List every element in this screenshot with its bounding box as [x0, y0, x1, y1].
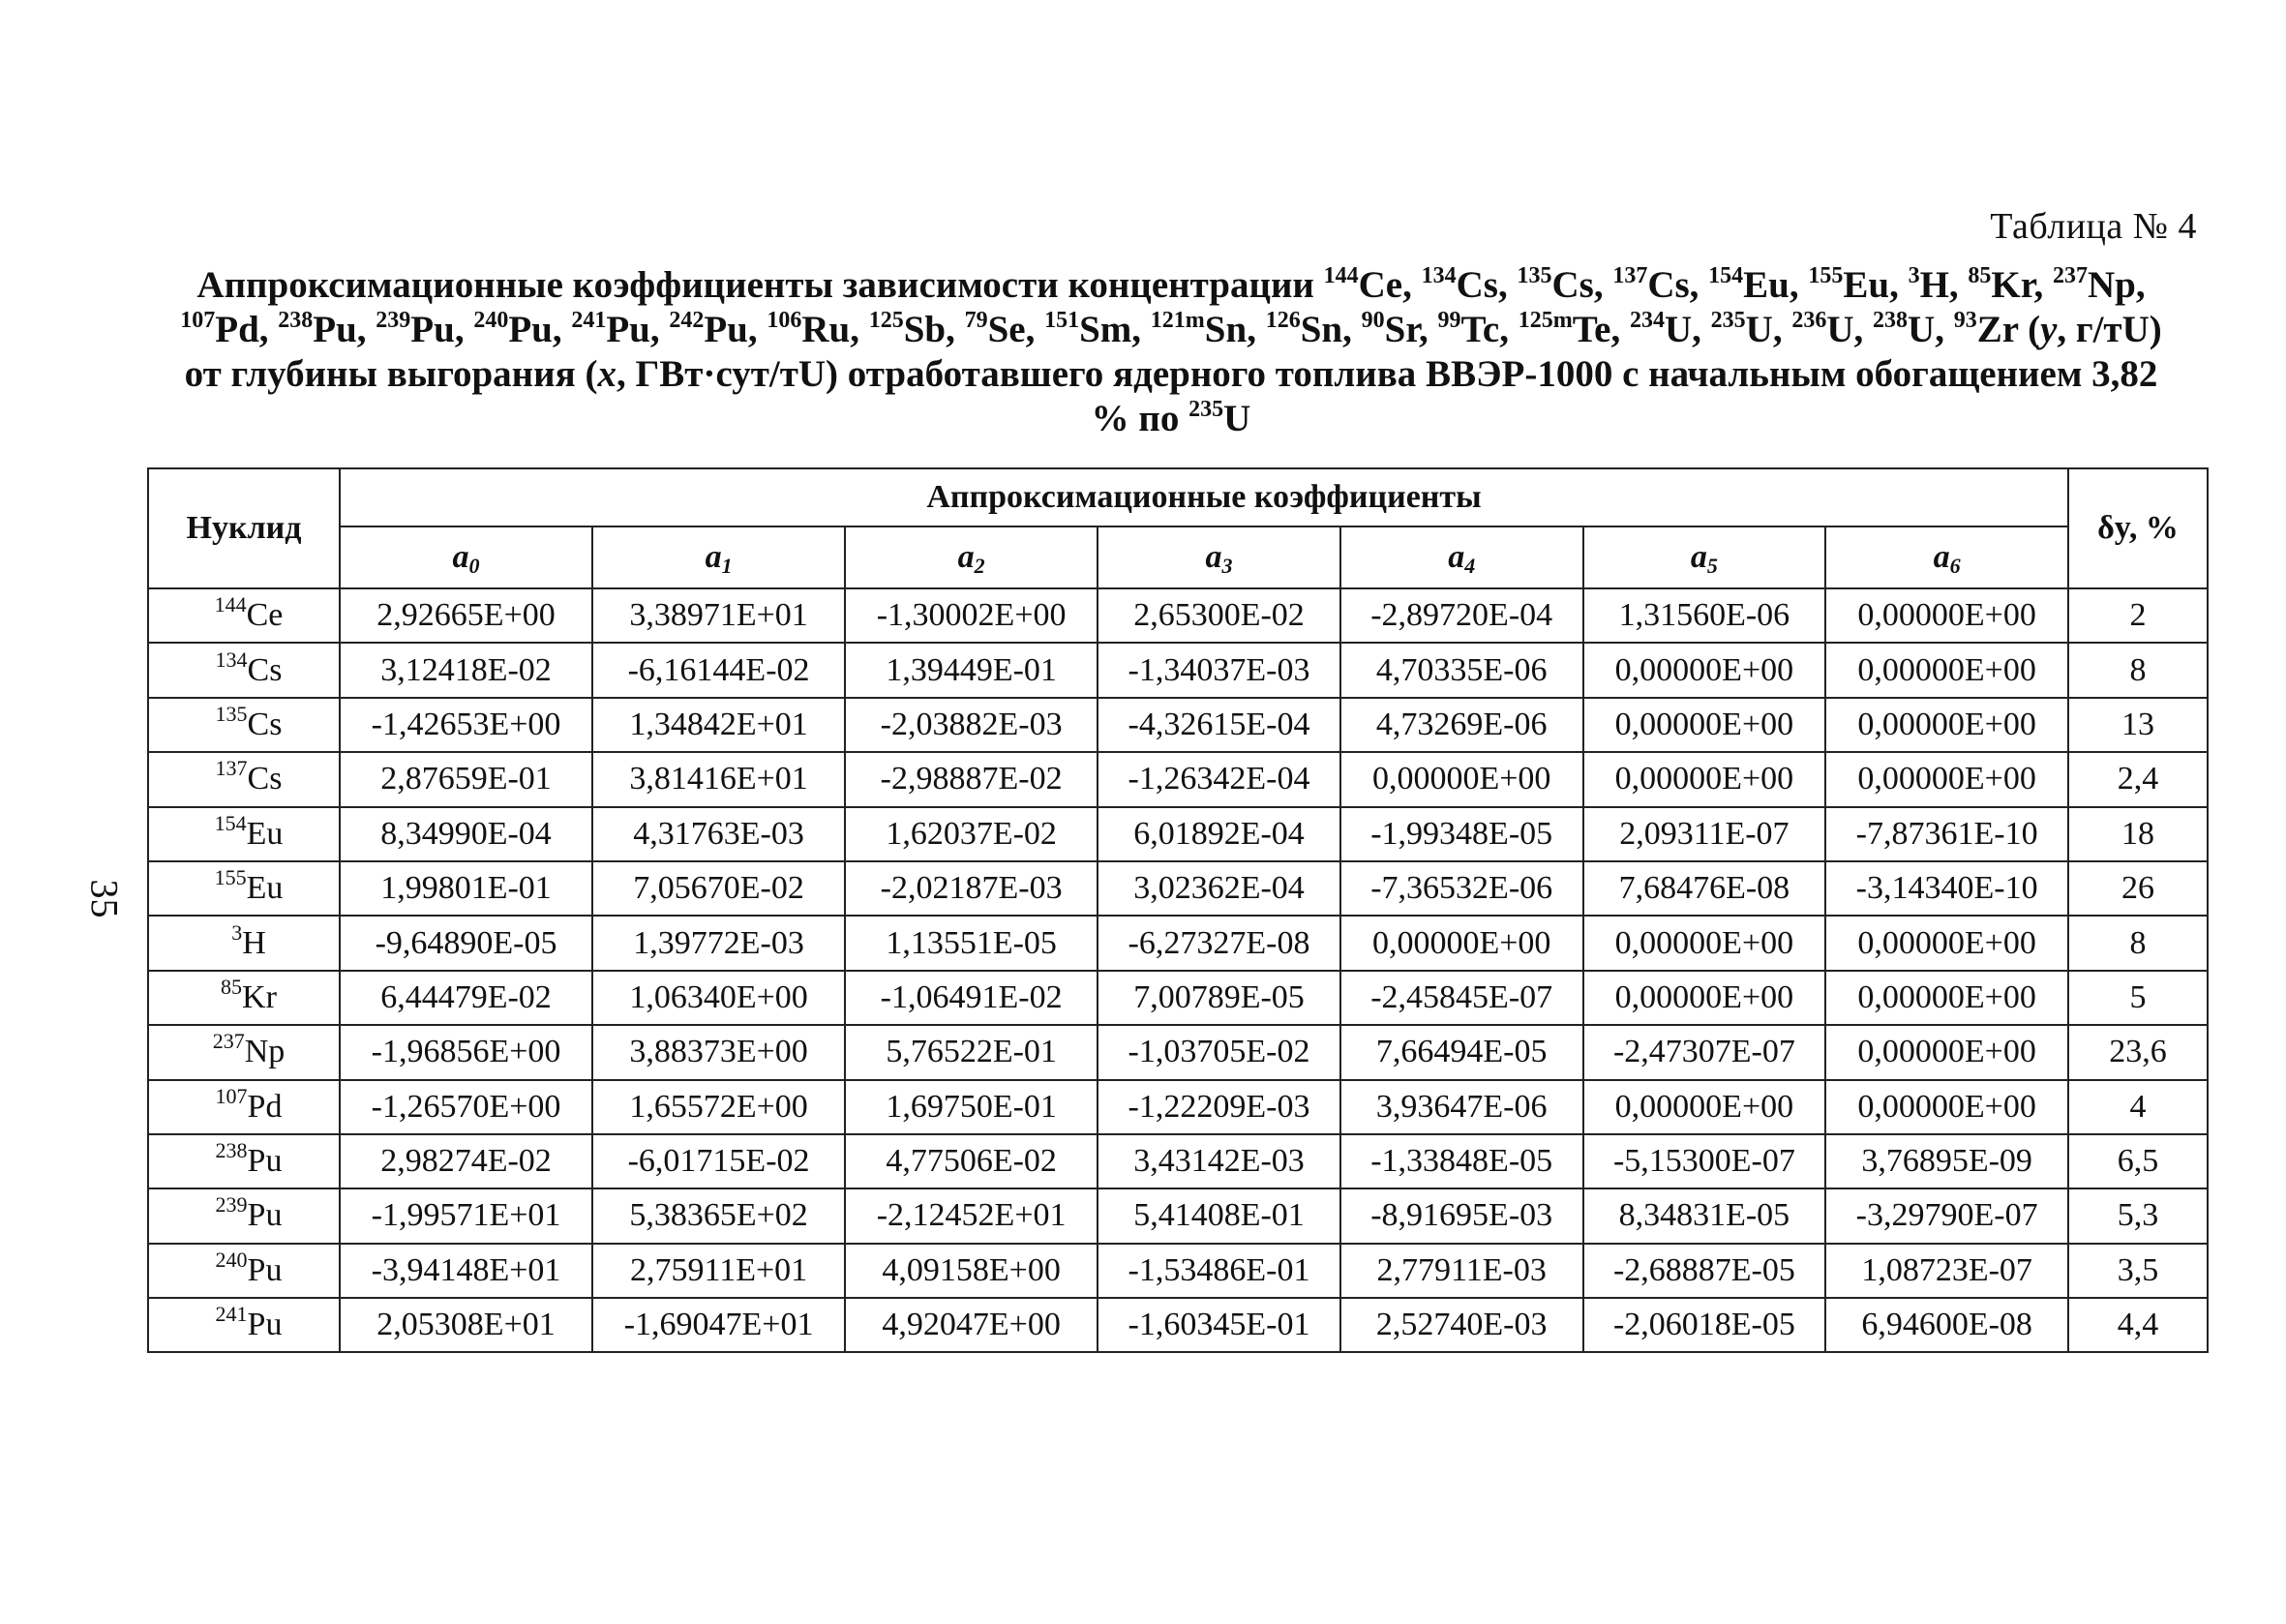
coefficient-a3-cell: 3,02362E-04 [1098, 861, 1340, 916]
coefficient-a2-cell: -2,03882E-03 [845, 698, 1098, 752]
coefficient-a6-cell: 0,00000E+00 [1825, 752, 2068, 806]
coefficient-a5-cell: -2,68887E-05 [1583, 1244, 1826, 1298]
coefficient-a4-cell: -1,99348E-05 [1340, 807, 1583, 861]
caption-nuclide-mass: 3 [1908, 263, 1920, 288]
coefficient-a2-cell: 1,69750E-01 [845, 1080, 1098, 1134]
coefficient-a0-cell: 8,34990E-04 [340, 807, 592, 861]
coefficient-a6-cell: 0,00000E+00 [1825, 643, 2068, 697]
caption-nuclide [1266, 309, 1342, 350]
caption-nuclide-element: Ce [1358, 264, 1403, 306]
caption-nuclide-mass: 126 [1265, 308, 1301, 333]
coefficient-a0-cell: -1,42653E+00 [340, 698, 592, 752]
coefficient-a4-cell: 0,00000E+00 [1340, 752, 1583, 806]
error-cell: 3,5 [2068, 1244, 2208, 1298]
caption-y-open: ( [2018, 309, 2041, 350]
nuclide-cell [148, 752, 340, 806]
caption-end-mass: 235 [1188, 397, 1224, 422]
table-row [148, 1188, 2208, 1243]
error-cell: 4 [2068, 1080, 2208, 1134]
table-row [148, 643, 2208, 697]
coefficient-a4-cell: -7,36532E-06 [1340, 861, 1583, 916]
caption-nuclide [1909, 264, 1949, 306]
caption-nuclide-mass: 154 [1708, 263, 1744, 288]
coefficient-header-a0 [340, 526, 592, 588]
coefficient-a3-cell: -1,53486E-01 [1098, 1244, 1340, 1298]
coefficient-a5-cell: 0,00000E+00 [1583, 752, 1826, 806]
coefficient-a5-cell: 8,34831E-05 [1583, 1188, 1826, 1243]
caption-nuclide-mass: 121m [1150, 308, 1205, 333]
coefficient-a0-cell: 2,98274E-02 [340, 1134, 592, 1188]
error-cell: 6,5 [2068, 1134, 2208, 1188]
coefficient-a1-cell: 1,39772E-03 [592, 916, 845, 970]
caption-nuclide-element: Pu [410, 309, 455, 350]
caption-nuclide [1612, 264, 1689, 306]
coefficient-a5-cell: -5,15300E-07 [1583, 1134, 1826, 1188]
nuclide-mass-number: 239 [215, 1192, 248, 1218]
caption-nuclide-element: Cs [1647, 264, 1690, 306]
caption-nuclide [767, 309, 850, 350]
caption-nuclide-mass: 239 [376, 308, 411, 333]
caption-nuclide-mass: 241 [571, 308, 607, 333]
coefficient-a6-cell: -3,14340E-10 [1825, 861, 2068, 916]
coefficient-a1-cell: 5,38365E+02 [592, 1188, 845, 1243]
caption-nuclide-element: U [1745, 309, 1773, 350]
nuclide-element: Eu [246, 815, 284, 852]
caption-end-element: U [1223, 398, 1251, 439]
coefficient-a4-cell: 7,66494E-05 [1340, 1025, 1583, 1079]
coefficient-a6-cell: 1,08723E-07 [1825, 1244, 2068, 1298]
coefficient-a3-cell: 3,43142E-03 [1098, 1134, 1340, 1188]
nuclide-element: Kr [242, 978, 277, 1015]
error-cell: 18 [2068, 807, 2208, 861]
caption-nuclide [1808, 264, 1889, 306]
caption-nuclide-element: Te [1572, 309, 1611, 350]
caption-nuclide-element: Np [2087, 264, 2136, 306]
coefficients-group-header: Аппроксимационные коэффициенты [340, 468, 2068, 526]
nuclide-cell [148, 1134, 340, 1188]
caption-nuclide [869, 309, 946, 350]
coefficient-a3-cell: 5,41408E-01 [1098, 1188, 1340, 1243]
coefficient-a4-cell: -8,91695E-03 [1340, 1188, 1583, 1243]
coefficient-a4-cell: -1,33848E-05 [1340, 1134, 1583, 1188]
caption-nuclide-element: Pu [508, 309, 553, 350]
caption-nuclide [2053, 264, 2136, 306]
coefficient-a4-cell: 2,77911E-03 [1340, 1244, 1583, 1298]
caption-nuclide-element: Pu [704, 309, 748, 350]
coefficient-a6-cell: 0,00000E+00 [1825, 916, 2068, 970]
coefficient-a5-cell: 0,00000E+00 [1583, 1080, 1826, 1134]
nuclide-element: Pu [247, 1307, 283, 1343]
coefficients-table [147, 467, 2209, 1353]
caption-nuclide-mass: 85 [1968, 263, 1992, 288]
caption-nuclide [1517, 264, 1593, 306]
caption-nuclide-element: Ru [801, 309, 851, 350]
coefficient-a5-cell: 0,00000E+00 [1583, 916, 1826, 970]
coefficient-a2-cell: -1,30002E+00 [845, 588, 1098, 643]
coefficient-a6-cell: 0,00000E+00 [1825, 1080, 2068, 1134]
nuclide-column-header: Нуклид [148, 468, 340, 588]
table-row [148, 1244, 2208, 1298]
coefficient-a0-cell: -1,99571E+01 [340, 1188, 592, 1243]
caption-nuclide-mass: 234 [1630, 308, 1665, 333]
coefficient-a4-cell: 0,00000E+00 [1340, 916, 1583, 970]
coefficient-index: 5 [1706, 554, 1718, 578]
coefficient-a3-cell: -1,60345E-01 [1098, 1298, 1340, 1352]
caption-nuclide-element: Cs [1456, 264, 1498, 306]
caption-nuclide-mass: 238 [278, 308, 314, 333]
table-row [148, 1134, 2208, 1188]
coefficient-symbol: a [1933, 539, 1950, 575]
caption-nuclide-mass: 79 [964, 308, 988, 333]
nuclide-cell [148, 1244, 340, 1298]
caption-nuclide [1630, 309, 1692, 350]
coefficient-a2-cell: 5,76522E-01 [845, 1025, 1098, 1079]
caption-nuclide-element: Cs [1551, 264, 1594, 306]
caption-nuclide-mass: 137 [1612, 263, 1648, 288]
coefficient-a5-cell: -2,47307E-07 [1583, 1025, 1826, 1079]
coefficient-a1-cell: 2,75911E+01 [592, 1244, 845, 1298]
coefficient-a0-cell: -9,64890E-05 [340, 916, 592, 970]
caption-nuclide-element: Pu [606, 309, 650, 350]
nuclide-cell [148, 1025, 340, 1079]
error-cell: 8 [2068, 643, 2208, 697]
coefficient-symbol: a [1448, 539, 1465, 575]
nuclide-cell [148, 861, 340, 916]
coefficient-a1-cell: 1,06340E+00 [592, 971, 845, 1025]
coefficient-symbol: a [452, 539, 469, 575]
caption-nuclide-element: Zr [1976, 309, 2019, 350]
coefficient-a2-cell: 1,62037E-02 [845, 807, 1098, 861]
coefficient-header-a6 [1825, 526, 2068, 588]
coefficient-a0-cell: 1,99801E-01 [340, 861, 592, 916]
coefficient-a0-cell: 3,12418E-02 [340, 643, 592, 697]
nuclide-mass-number: 241 [215, 1302, 248, 1327]
nuclide-mass-number: 240 [215, 1247, 248, 1272]
nuclide-cell [148, 643, 340, 697]
error-cell: 4,4 [2068, 1298, 2208, 1352]
coefficient-a4-cell: 4,73269E-06 [1340, 698, 1583, 752]
caption-nuclide-list: $^{144}$Ce, $^{134}$Cs, $^{135}$Cs, $^{137}$Cs, $^{154}$Eu, $^{155}$Eu, $^3$H, $^{85}$Kr, $^{237}$Np, $^{107}$Pd, $^{238}$Pu, $^{239}$Pu, $^{240}$Pu, $^{241}$Pu, $^{242}$Pu, $^{106}$Ru, $^{125}$Sb, $^{79}$Se, $^{151}$Sm, $^{121m}$Sn, $^{126}$Sn, $^{90}$Sr, $^{99}$Tc, $^{125m}$Te, $^{234}$U, $^{235}$U, $^{236}$U, $^{238}$U, $^{93}$Zr [180, 263, 2146, 350]
table-number-label: Таблица № 4 [1990, 206, 2197, 247]
caption-nuclide-mass: 107 [180, 308, 216, 333]
caption-nuclide [1151, 309, 1247, 350]
coefficient-header-a4 [1340, 526, 1583, 588]
caption-y-var: y [2040, 309, 2058, 350]
coefficient-a0-cell: 6,44479E-02 [340, 971, 592, 1025]
coefficient-a1-cell: 7,05670E-02 [592, 861, 845, 916]
caption-nuclide-mass: 235 [1710, 308, 1746, 333]
coefficient-a1-cell: -1,69047E+01 [592, 1298, 845, 1352]
coefficient-a1-cell: 4,31763E-03 [592, 807, 845, 861]
coefficient-a0-cell: 2,92665E+00 [340, 588, 592, 643]
table-caption [174, 263, 2168, 441]
caption-nuclide [1324, 264, 1402, 306]
nuclide-element: Cs [247, 706, 283, 742]
caption-nuclide [1422, 264, 1498, 306]
table-row [148, 916, 2208, 970]
coefficient-a1-cell: 3,38971E+01 [592, 588, 845, 643]
nuclide-element: Pd [247, 1088, 283, 1125]
caption-nuclide [278, 309, 357, 350]
coefficient-a2-cell: -2,12452E+01 [845, 1188, 1098, 1243]
caption-nuclide-element: U [1665, 309, 1693, 350]
nuclide-cell [148, 1298, 340, 1352]
caption-nuclide-mass: 99 [1437, 308, 1461, 333]
table-row [148, 588, 2208, 643]
caption-nuclide-element: U [1826, 309, 1854, 350]
table-row [148, 807, 2208, 861]
coefficient-a4-cell: -2,89720E-04 [1340, 588, 1583, 643]
caption-nuclide-element: Eu [1743, 264, 1790, 306]
table-row [148, 1298, 2208, 1352]
table-row [148, 1025, 2208, 1079]
table-row [148, 1080, 2208, 1134]
caption-x-var: x [597, 353, 617, 395]
coefficient-a2-cell: 4,77506E-02 [845, 1134, 1098, 1188]
caption-nuclide-element: Sr [1384, 309, 1419, 350]
coefficient-a2-cell: 1,13551E-05 [845, 916, 1098, 970]
coefficient-index: 0 [468, 554, 480, 578]
nuclide-mass-number: 154 [214, 810, 247, 835]
caption-nuclide-element: Pd [215, 309, 259, 350]
caption-nuclide [571, 309, 650, 350]
caption-nuclide-mass: 90 [1361, 308, 1385, 333]
caption-nuclide-mass: 242 [669, 308, 705, 333]
coefficient-a3-cell: -6,27327E-08 [1098, 916, 1340, 970]
nuclide-cell [148, 807, 340, 861]
table-header-row [148, 468, 2208, 526]
nuclide-cell [148, 971, 340, 1025]
error-cell: 5 [2068, 971, 2208, 1025]
coefficient-a1-cell: 1,34842E+01 [592, 698, 845, 752]
error-cell: 2,4 [2068, 752, 2208, 806]
coefficient-a6-cell: 0,00000E+00 [1825, 971, 2068, 1025]
coefficient-index: 1 [721, 554, 733, 578]
caption-nuclide-mass: 134 [1421, 263, 1457, 288]
nuclide-element: Pu [247, 1251, 283, 1288]
caption-nuclide [1708, 264, 1790, 306]
coefficient-a6-cell: 0,00000E+00 [1825, 1025, 2068, 1079]
caption-nuclide [1044, 309, 1131, 350]
caption-nuclide-element: Pu [313, 309, 357, 350]
caption-nuclide [1968, 264, 2033, 306]
error-cell: 8 [2068, 916, 2208, 970]
error-cell: 5,3 [2068, 1188, 2208, 1243]
coefficient-header-a5 [1583, 526, 1826, 588]
coefficient-a0-cell: -1,26570E+00 [340, 1080, 592, 1134]
nuclide-mass-number: 238 [215, 1138, 248, 1163]
coefficient-header-a2 [845, 526, 1098, 588]
error-cell: 2 [2068, 588, 2208, 643]
coefficient-a5-cell: 0,00000E+00 [1583, 643, 1826, 697]
caption-nuclide [669, 309, 748, 350]
table-row [148, 971, 2208, 1025]
caption-nuclide-element: Sb [903, 309, 947, 350]
caption-nuclide-element: Tc [1460, 309, 1500, 350]
coefficient-a3-cell: -4,32615E-04 [1098, 698, 1340, 752]
coefficient-a4-cell: 4,70335E-06 [1340, 643, 1583, 697]
coefficient-a5-cell: 0,00000E+00 [1583, 698, 1826, 752]
caption-nuclide-element: Kr [1991, 264, 2034, 306]
caption-nuclide [1519, 309, 1611, 350]
caption-nuclide-mass: 106 [767, 308, 802, 333]
caption-nuclide-mass: 93 [1953, 308, 1977, 333]
table-row [148, 861, 2208, 916]
nuclide-mass-number: 155 [214, 865, 247, 890]
caption-y-unit: , г/тU) от глубины выгорания ( [184, 309, 2162, 395]
coefficient-a5-cell: 1,31560E-06 [1583, 588, 1826, 643]
coefficient-a5-cell: 7,68476E-08 [1583, 861, 1826, 916]
caption-nuclide-mass: 240 [473, 308, 509, 333]
caption-nuclide-mass: 155 [1808, 263, 1844, 288]
nuclide-cell [148, 1080, 340, 1134]
error-cell: 13 [2068, 698, 2208, 752]
caption-nuclide [1438, 309, 1500, 350]
nuclide-element: Cs [247, 761, 283, 797]
coefficient-index: 3 [1221, 554, 1233, 578]
nuclide-mass-number: 134 [215, 647, 248, 672]
nuclide-element: H [242, 924, 266, 961]
caption-x-unit: , ГВт·сут/тU) отработавшего ядерного топлива ВВЭР-1000 с начальным обогащением 3,82 % по [616, 353, 2158, 439]
coefficient-index: 2 [974, 554, 985, 578]
caption-nuclide-mass: 151 [1044, 308, 1080, 333]
caption-nuclide-element: U [1908, 309, 1936, 350]
nuclide-element: Ce [246, 597, 284, 634]
coefficient-symbol: a [1690, 539, 1707, 575]
caption-nuclide-element: Sm [1079, 309, 1132, 350]
caption-nuclide-mass: 236 [1791, 308, 1827, 333]
caption-nuclide-mass: 125 [868, 308, 904, 333]
coefficient-a2-cell: -2,98887E-02 [845, 752, 1098, 806]
coefficient-a0-cell: 2,87659E-01 [340, 752, 592, 806]
coefficient-a1-cell: -6,16144E-02 [592, 643, 845, 697]
caption-nuclide-element: Se [987, 309, 1026, 350]
coefficient-a2-cell: 4,09158E+00 [845, 1244, 1098, 1298]
coefficient-index: 4 [1464, 554, 1476, 578]
caption-nuclide-mass: 135 [1517, 263, 1552, 288]
caption-nuclide-element: Sn [1204, 309, 1248, 350]
coefficient-a3-cell: -1,34037E-03 [1098, 643, 1340, 697]
coefficient-a1-cell: -6,01715E-02 [592, 1134, 845, 1188]
coefficient-a1-cell: 3,88373E+00 [592, 1025, 845, 1079]
coefficient-header-a1 [592, 526, 845, 588]
caption-intro: Аппроксимационные коэффициенты зависимости концентрации [196, 264, 1314, 306]
coefficient-a5-cell: -2,06018E-05 [1583, 1298, 1826, 1352]
coefficient-a3-cell: 2,65300E-02 [1098, 588, 1340, 643]
caption-nuclide [1873, 309, 1935, 350]
nuclide-mass-number: 137 [215, 756, 248, 781]
nuclide-mass-number: 144 [214, 592, 247, 617]
coefficient-a0-cell: 2,05308E+01 [340, 1298, 592, 1352]
nuclide-mass-number: 135 [215, 701, 248, 726]
table-row [148, 698, 2208, 752]
coefficient-symbol: a [957, 539, 975, 575]
coefficient-a6-cell: 6,94600E-08 [1825, 1298, 2068, 1352]
coefficient-a6-cell: -3,29790E-07 [1825, 1188, 2068, 1243]
coefficient-a0-cell: -3,94148E+01 [340, 1244, 592, 1298]
coefficient-a4-cell: -2,45845E-07 [1340, 971, 1583, 1025]
caption-nuclide-mass: 238 [1873, 308, 1909, 333]
caption-nuclide-mass: 144 [1323, 263, 1359, 288]
coefficient-a6-cell: 0,00000E+00 [1825, 698, 2068, 752]
coefficient-a6-cell: -7,87361E-10 [1825, 807, 2068, 861]
nuclide-element: Eu [246, 870, 284, 907]
caption-nuclide [473, 309, 553, 350]
coefficient-a6-cell: 0,00000E+00 [1825, 588, 2068, 643]
caption-nuclide [180, 309, 259, 350]
coefficient-symbol: a [1205, 539, 1222, 575]
caption-nuclide [1362, 309, 1419, 350]
coefficient-a1-cell: 1,65572E+00 [592, 1080, 845, 1134]
nuclide-mass-number: 85 [221, 974, 243, 999]
coefficient-a4-cell: 3,93647E-06 [1340, 1080, 1583, 1134]
coefficient-a3-cell: -1,03705E-02 [1098, 1025, 1340, 1079]
coefficient-labels-row [148, 526, 2208, 588]
error-column-header: δy, % [2068, 468, 2208, 588]
coefficient-a4-cell: 2,52740E-03 [1340, 1298, 1583, 1352]
coefficient-index: 6 [1949, 554, 1961, 578]
nuclide-cell [148, 1188, 340, 1243]
nuclide-mass-number: 107 [215, 1083, 248, 1108]
nuclide-mass-number: 3 [231, 919, 243, 945]
coefficient-a2-cell: -1,06491E-02 [845, 971, 1098, 1025]
coefficient-a3-cell: -1,26342E-04 [1098, 752, 1340, 806]
nuclide-cell [148, 916, 340, 970]
error-cell: 26 [2068, 861, 2208, 916]
caption-nuclide [1791, 309, 1853, 350]
nuclide-cell [148, 588, 340, 643]
nuclide-element: Np [244, 1034, 286, 1070]
coefficient-a2-cell: 4,92047E+00 [845, 1298, 1098, 1352]
nuclide-element: Cs [247, 651, 283, 688]
caption-nuclide-element: Eu [1843, 264, 1890, 306]
page-number: 35 [82, 879, 127, 918]
coefficient-header-a3 [1098, 526, 1340, 588]
caption-nuclide-element: Sn [1300, 309, 1343, 350]
caption-nuclide-mass: 237 [2052, 263, 2088, 288]
caption-nuclide-mass: 125m [1518, 308, 1573, 333]
coefficient-a5-cell: 2,09311E-07 [1583, 807, 1826, 861]
coefficient-a5-cell: 0,00000E+00 [1583, 971, 1826, 1025]
caption-nuclide [1711, 309, 1773, 350]
nuclide-element: Pu [247, 1143, 283, 1180]
coefficient-a2-cell: 1,39449E-01 [845, 643, 1098, 697]
coefficient-a2-cell: -2,02187E-03 [845, 861, 1098, 916]
coefficient-a3-cell: -1,22209E-03 [1098, 1080, 1340, 1134]
coefficient-a3-cell: 7,00789E-05 [1098, 971, 1340, 1025]
caption-nuclide [1954, 309, 2019, 350]
coefficient-a1-cell: 3,81416E+01 [592, 752, 845, 806]
error-cell: 23,6 [2068, 1025, 2208, 1079]
coefficient-a3-cell: 6,01892E-04 [1098, 807, 1340, 861]
caption-nuclide-element: H [1919, 264, 1949, 306]
coefficient-a0-cell: -1,96856E+00 [340, 1025, 592, 1079]
nuclide-mass-number: 237 [212, 1029, 245, 1054]
nuclide-element: Pu [247, 1197, 283, 1234]
caption-nuclide [376, 309, 455, 350]
nuclide-cell [148, 698, 340, 752]
caption-nuclide [965, 309, 1026, 350]
table-row [148, 752, 2208, 806]
coefficient-a6-cell: 3,76895E-09 [1825, 1134, 2068, 1188]
coefficient-symbol: a [705, 539, 722, 575]
table-body [148, 588, 2208, 1352]
